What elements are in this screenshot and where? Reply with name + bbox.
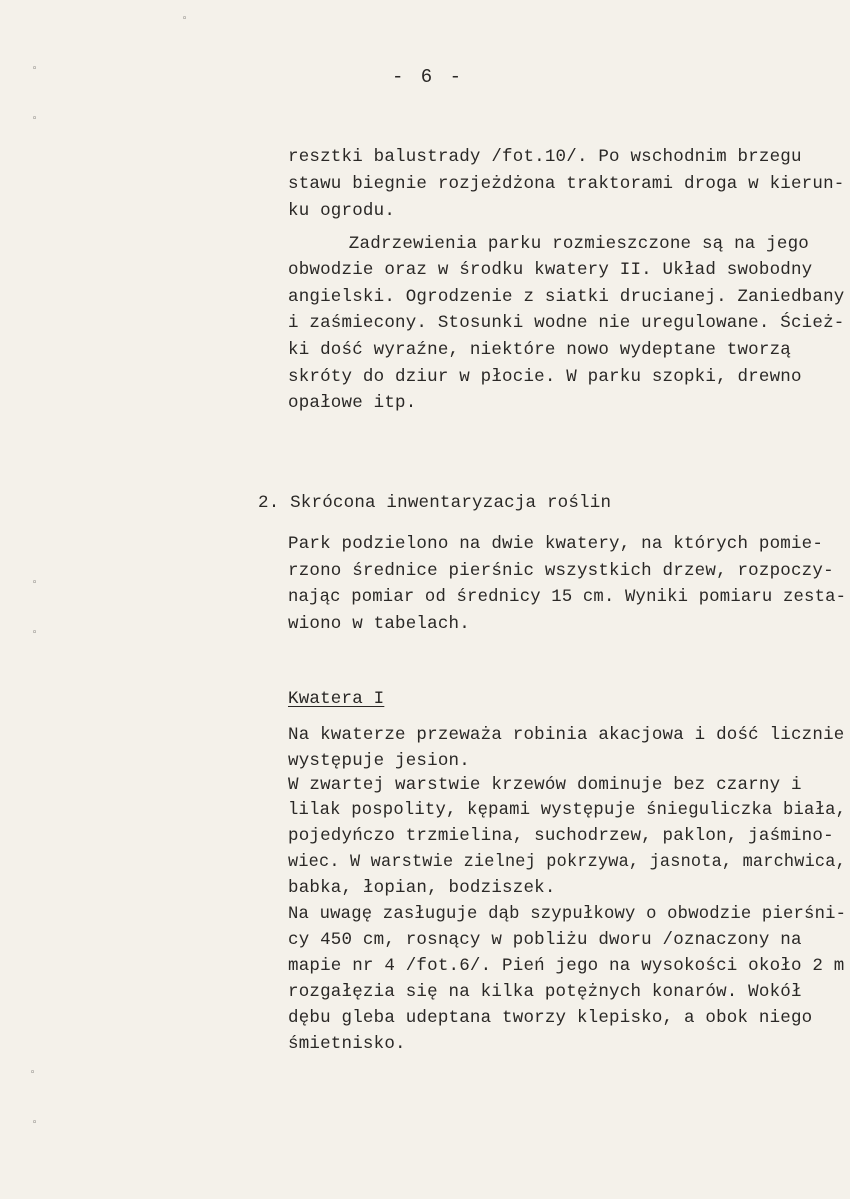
kwatera-line: rozgałęzia się na kilka potężnych konarów. Wokół (288, 982, 802, 1002)
description-line: skróty do dziur w płocie. W parku szopki, drewno (288, 367, 802, 387)
description-line: opałowe itp. (288, 393, 417, 413)
kwatera-line: Na uwagę zasługuje dąb szypułkowy o obwodzie pierśni- (288, 904, 847, 924)
intro-line: stawu biegnie rozjeżdżona traktorami droga w kierun- (288, 174, 845, 194)
kwatera-line: wiec. W warstwie zielnej pokrzywa, jasnota, marchwica, (288, 852, 846, 872)
kwatera-line: śmietnisko. (288, 1034, 406, 1054)
kwatera-line: pojedyńczo trzmielina, suchodrzew, paklon, jaśmino- (288, 826, 834, 846)
kwatera-line: mapie nr 4 /fot.6/. Pień jego na wysokości około 2 m (288, 956, 845, 976)
margin-mark: ◦ (32, 628, 38, 638)
section-2-line: nając pomiar od średnicy 15 cm. Wyniki pomiaru zesta- (288, 587, 847, 607)
kwatera-line: dębu gleba udeptana tworzy klepisko, a obok niego (288, 1008, 813, 1028)
margin-mark: ◦ (32, 64, 38, 74)
kwatera-line: Na kwaterze przeważa robinia akacjowa i dość licznie (288, 725, 845, 745)
page-number: - 6 - (392, 66, 465, 88)
intro-line: resztki balustrady /fot.10/. Po wschodnim brzegu (288, 147, 802, 167)
section-2-line: Park podzielono na dwie kwatery, na których pomie- (288, 534, 824, 554)
kwatera-line: cy 450 cm, rosnący w pobliżu dworu /oznaczony na (288, 930, 802, 950)
subsection-heading: Kwatera I (288, 689, 385, 709)
description-line: angielski. Ogrodzenie z siatki drucianej. Zaniedbany (288, 287, 845, 307)
description-line: Zadrzewienia parku rozmieszczone są na jego (306, 234, 809, 254)
description-line: obwodzie oraz w środku kwatery II. Układ swobodny (288, 260, 813, 280)
margin-mark: ◦ (32, 114, 38, 124)
section-heading: 2. Skrócona inwentaryzacja roślin (258, 493, 612, 513)
section-2-line: wiono w tabelach. (288, 614, 470, 634)
margin-mark: ◦ (30, 1068, 36, 1078)
kwatera-line: W zwartej warstwie krzewów dominuje bez czarny i (288, 775, 802, 795)
kwatera-line: lilak pospolity, kępami występuje śnieguliczka biała, (288, 800, 847, 820)
intro-line: ku ogrodu. (288, 201, 396, 221)
description-line: ki dość wyraźne, niektóre nowo wydeptane tworzą (288, 340, 791, 360)
margin-mark: ◦ (182, 14, 188, 24)
description-line: i zaśmiecony. Stosunki wodne nie uregulowane. Ścież- (288, 313, 845, 333)
margin-mark: ◦ (32, 1118, 38, 1128)
kwatera-line: babka, łopian, bodziszek. (288, 878, 556, 898)
margin-mark: ◦ (32, 578, 38, 588)
kwatera-line: występuje jesion. (288, 751, 470, 771)
section-2-line: rzono średnice pierśnic wszystkich drzew, rozpoczy- (288, 561, 834, 581)
